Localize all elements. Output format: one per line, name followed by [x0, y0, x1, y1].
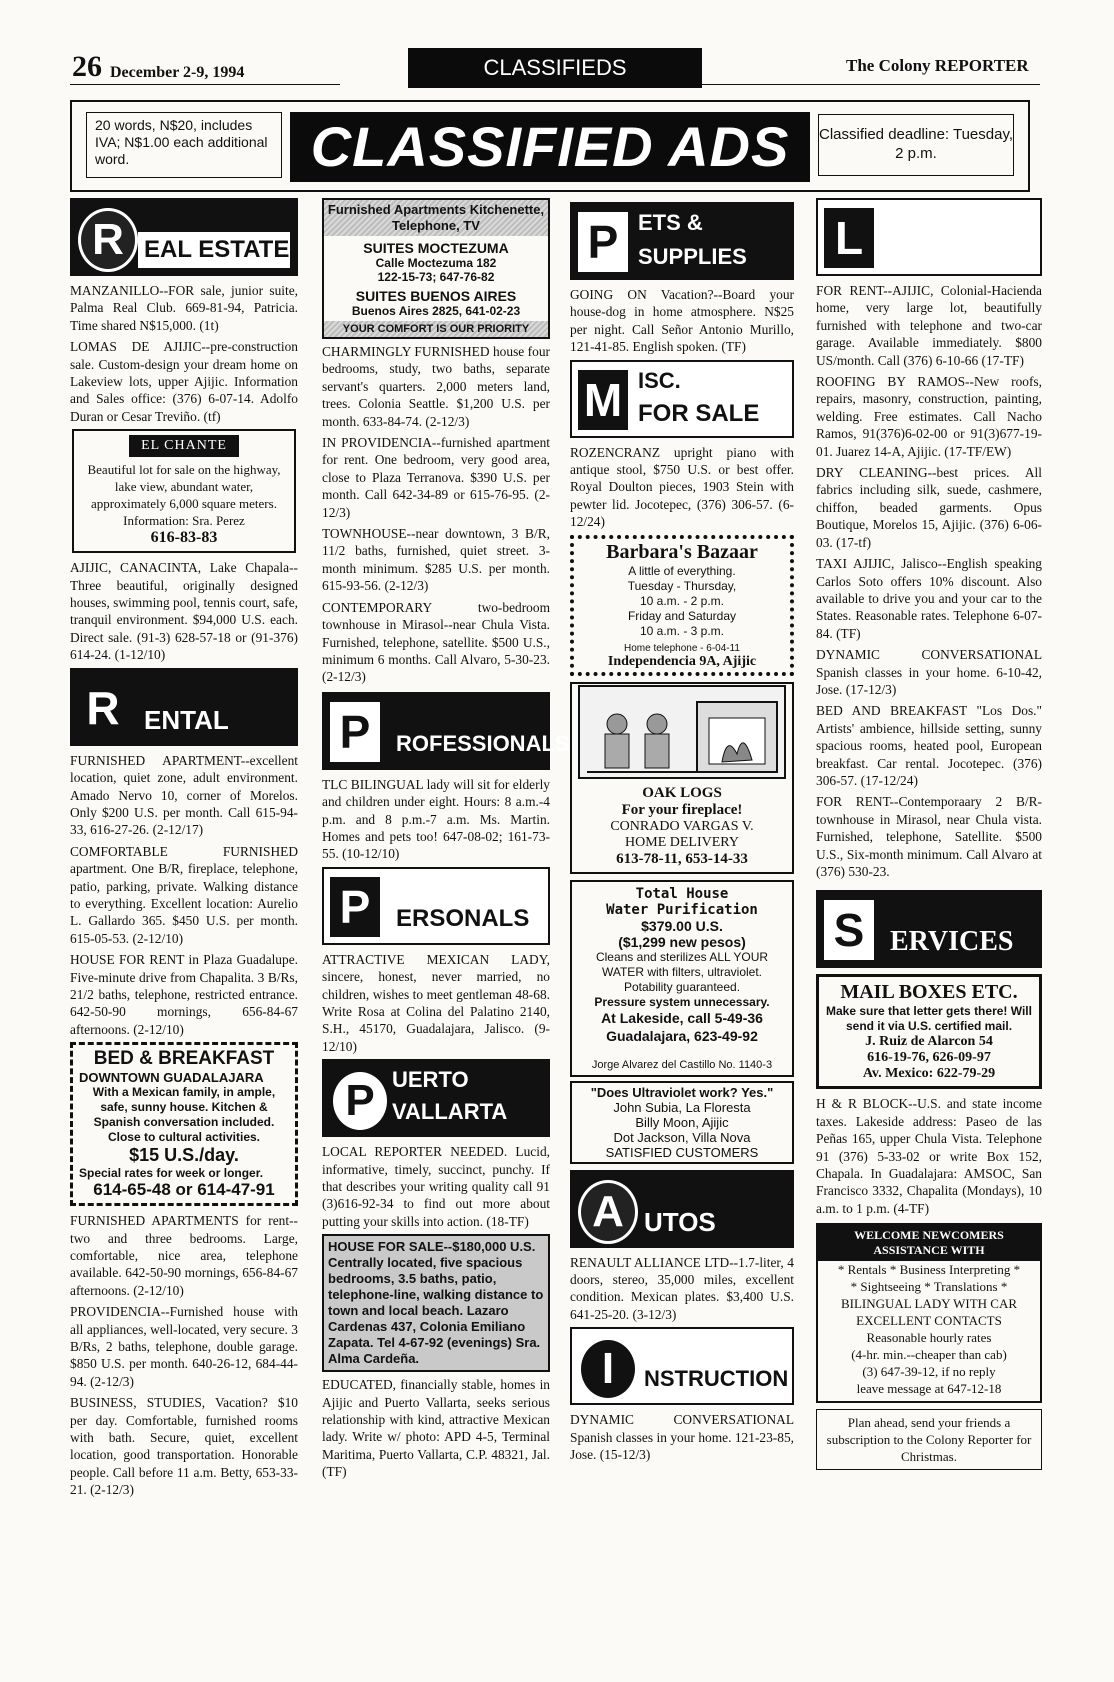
bazaar-line: Friday and Saturday	[627, 608, 737, 623]
autos-header	[570, 1170, 794, 1248]
header-text: ERVICES	[884, 924, 1034, 960]
column-2	[322, 198, 570, 1485]
classified-ad: CONTEMPORARY two-bedroom townhouse in Mirasol--near Chula Vista. Furnished, telephone, satellite. $500 U.S., minimum 6 months. Call Alvaro, 5-30-23. (2-12/3)	[322, 599, 550, 685]
classified-ad: RENAULT ALLIANCE LTD--1.7-liter, 4 doors, stereo, 35,000 miles, excellent condition. Mexican plates. $3,400 U.S. 641-25-20. (3-12/3)	[570, 1254, 794, 1322]
header-initial: R	[78, 678, 128, 738]
oak-logs-line: HOME DELIVERY	[625, 834, 739, 850]
header-text: EAL ESTATE	[138, 232, 290, 268]
water-pesos: ($1,299 new pesos)	[618, 933, 746, 950]
classified-ad: TAXI AJIJIC, Jalisco--English speaking Carlos Soto offers 10% discount. Also available to drive you and your car to the States. Reasonable rates. Telephone 6-07-84. (TF)	[816, 556, 1042, 641]
bazaar-phone: Home telephone - 6-04-11	[624, 642, 740, 654]
water-call: At Lakeside, call 5-49-36 Guadalajara, 623-49-92	[601, 1009, 763, 1044]
header-initial: I	[578, 1337, 638, 1401]
deadline-box: Classified deadline: Tuesday, 2 p.m.	[818, 114, 1014, 176]
professionals-header	[322, 692, 570, 770]
header-initial: P	[330, 1069, 390, 1133]
instruction-header	[570, 1327, 794, 1405]
bnb-body: With a Mexican family, in ample, safe, sunny house. Kitchen & Spanish conversation included. Close to cultural activities.	[92, 1085, 276, 1145]
real-estate-header	[70, 198, 298, 276]
uv-testimonial-ad	[570, 1081, 794, 1164]
mail-boxes-title: MAIL BOXES ETC.	[840, 981, 1018, 1004]
bazaar-address: Independencia 9A, Ajijic	[607, 653, 757, 669]
welcome-newcomers-ad	[816, 1223, 1042, 1403]
barbaras-bazaar-ad	[570, 535, 794, 676]
bazaar-line: 10 a.m. - 3 p.m.	[639, 623, 725, 638]
water-title: Total House	[635, 885, 729, 902]
header-text-1: ETS &	[638, 210, 703, 235]
header-initial: P	[330, 877, 380, 937]
classified-ad: LOMAS DE AJIJIC--pre-construction sale. Custom-design your dream home on Lakeview lots, upper Ajijic. Information and Sales office: (376) 6-07-14. Adolfo Duran or Cesar Treviño. (tf)	[70, 339, 298, 424]
welcome-line: * Sightseeing * Translations *	[850, 1279, 1008, 1295]
el-chante-title: EL CHANTE	[129, 435, 239, 457]
bnb-title: BED & BREAKFAST	[93, 1048, 275, 1070]
classified-ad: H & R BLOCK--U.S. and state income taxes. Lakeside address: Paseo de las Peñas 165, upper Chula Vista. Telephone 91 (376) 5-33-02 or write Box 152, Chapala. In Guadalajara: AMSOC, San Francisco 3332, Chapalita (Mondays), 10 a.m. to 1 p.m. (4-TF)	[816, 1096, 1042, 1216]
welcome-line: * Rentals * Business Interpreting *	[837, 1262, 1021, 1278]
water-title: Water Purification	[606, 901, 758, 918]
classified-ad: PROVIDENCIA--Furnished house with all appliances, well-located, very secure. 3 B/Rs, 2 baths, telephone, double garage. $850 U.S. per month. 640-26-12, 684-44-94. (2-12/3)	[70, 1304, 298, 1389]
paper-name: The Colony REPORTER	[846, 56, 1029, 75]
suites-name-1: SUITES MOCTEZUMA	[363, 240, 509, 256]
uv-question: "Does Ultraviolet work? Yes."	[590, 1084, 774, 1100]
header-text: ENTAL	[138, 702, 290, 738]
bazaar-line: Tuesday - Thursday,	[627, 578, 737, 593]
fireplace-illustration	[577, 684, 787, 780]
rental-header	[70, 668, 298, 746]
misc-header	[570, 360, 794, 438]
classified-ad: FURNISHED APARTMENT--excellent location, quiet zone, adult environment. Amado Nervo 10, corner of Morelos. Only $200 U.S. per month. Call 615-94-33, 616-27-26. (2-12/17)	[70, 752, 298, 838]
mail-boxes-body: Make sure that letter gets there! Will send it via U.S. certified mail.	[826, 1004, 1032, 1034]
subscription-ad: Plan ahead, send your friends a subscription to the Colony Reporter for Christmas.	[816, 1409, 1042, 1470]
classified-ad: FOR RENT--AJIJIC, Colonial-Hacienda home, very large lot, beautifully furnished with telephone and two-car garage. Available immediately. $800 US/month. Call (376) 6-10-66 (17-TF)	[816, 283, 1042, 368]
header-text-2: VALLARTA	[392, 1099, 508, 1125]
el-chante-phone: 616-83-83	[150, 529, 218, 547]
welcome-line: Reasonable hourly rates	[866, 1330, 992, 1346]
bazaar-line: 10 a.m. - 2 p.m.	[639, 593, 725, 608]
classified-ad: BUSINESS, STUDIES, Vacation? $10 per day. Comfortable, furnished rooms with bath. Secure, quiet, excellent location, good transportation. Honorable people. Call before 11 a.m. Betty, 653-33-21. (2-12/3)	[70, 1395, 298, 1498]
page-number: 26	[72, 50, 102, 83]
water-address: Jorge Alvarez del Castillo No. 1140-3	[591, 1058, 773, 1071]
column-4	[816, 198, 1042, 1470]
rate-box: 20 words, N$20, includes IVA; N$1.00 each additional word.	[86, 112, 282, 178]
header-text: ROFESSIONALS	[390, 726, 542, 762]
bazaar-line: A little of everything.	[628, 563, 736, 578]
personals-header	[322, 867, 550, 945]
header-initial: L	[824, 208, 874, 268]
welcome-title: WELCOME NEWCOMERS ASSISTANCE WITH	[818, 1225, 1040, 1261]
header-initial: P	[578, 212, 628, 272]
header-text-2: CHAPALA	[908, 238, 1034, 268]
header-text: ERSONALS	[390, 901, 542, 937]
welcome-line: leave message at 647-12-18	[856, 1381, 1002, 1397]
header-rule-right	[700, 84, 1040, 85]
suites-name-2: SUITES BUENOS AIRES	[355, 288, 517, 304]
classified-ad: DRY CLEANING--best prices. All fabrics including silk, suede, cashmere, chiffon, beaded garments. Opus Boutique, Morelos 15, Ajijic. (376) 6-06-03. (17-tf)	[816, 465, 1042, 550]
oak-logs-title: OAK LOGS	[642, 784, 722, 801]
classified-ad: MANZANILLO--FOR sale, junior suite, Palma Real Club. 669-81-94, Patricia. Time shared N$15,000. (1t)	[70, 283, 298, 333]
classified-ad: DYNAMIC CONVERSATIONAL Spanish classes in your home. 6-10-42, Jose. (17-12/3)	[816, 647, 1042, 697]
header-initial: R	[78, 208, 138, 272]
water-body: Cleans and sterilizes ALL YOUR WATER with filters, ultraviolet. Potability guaranteed.	[595, 949, 769, 994]
header-text-1: AKE	[884, 206, 931, 231]
services-header	[816, 890, 1042, 968]
el-chante-ad	[72, 429, 296, 553]
header-text: UTOS	[638, 1204, 786, 1240]
column-1	[70, 198, 298, 1503]
classified-ad: CHARMINGLY FURNISHED house four bedrooms, study, two baths, separate servant's quarters. 2,000 meters land, trees. Colonia Seattle. $1,200 U.S. per month. 633-84-74. (2-12/3)	[322, 344, 550, 429]
classified-ad: EDUCATED, financially stable, homes in Ajijic and Puerto Vallarta, seeks serious relationship with kind, attractive Mexican lady. Write w/ photo: APD 4-5, Terminal Maritima, Puerto Vallarta, C.P. 48321, Jal. (TF)	[322, 1377, 550, 1480]
classified-ad: FOR RENT--Contemporaary 2 B/R-townhouse in Mirasol, near Chula vista. Furnished, telephone, Satellite. $500 U.S., Six-month minimum. Call Alvaro at (376) 530-23.	[816, 794, 1042, 879]
bnb-sub: DOWNTOWN GUADALAJARA	[79, 1070, 264, 1086]
classified-ad: ROZENCRANZ upright piano with antique stool, $750 U.S. or best offer. Royal Doulton pieces, 1903 Stein with pewter lid. Jocotepec, (376) 306-57. (6-12/24)	[570, 444, 794, 530]
uv-name: Billy Moon, Ajijic	[635, 1114, 729, 1130]
bnb-special: Special rates for week or longer.	[79, 1166, 264, 1181]
column-3	[570, 198, 794, 1468]
water-purification-ad	[570, 880, 794, 1077]
suites-footer: YOUR COMFORT IS OUR PRIORITY	[324, 321, 548, 337]
classified-ad: AJIJIC, CANACINTA, Lake Chapala--Three beautiful, originally designed houses, swimming pool, tennis court, safe, tranquil environment. $94,000 U.S. each. Direct sale. (91-3) 628-57-18 or (91-376) 614-24. (1-12/10)	[70, 560, 298, 663]
header-initial: A	[578, 1180, 638, 1244]
classified-ad: GOING ON Vacation?--Board your house-dog in home atmosphere. N$25 per night. Call Señor Antonio Murillo, 121-41-85. English spoken. (TF)	[570, 287, 794, 355]
classified-ad: DYNAMIC CONVERSATIONAL Spanish classes in your home. 121-23-85, Jose. (15-12/3)	[570, 1412, 794, 1463]
classified-ad: ATTRACTIVE MEXICAN LADY, sincere, honest, never married, no children, wishes to meet gentleman 48-68. Write Rosa at Colina del Palatino 2140, S.H., 45170, Guadalajara, Jalisco. (9-12/10)	[322, 951, 550, 1054]
bnb-ad	[70, 1042, 298, 1206]
bazaar-title: Barbara's Bazaar	[606, 540, 758, 563]
suites-addr-1: Calle Moctezuma 182	[375, 256, 497, 270]
classified-ad: LOCAL REPORTER NEEDED. Lucid, informative, timely, succinct, punchy. If that describes your writing quality call 91 (3)616-92-34 to find out more about putting your skills into action. (18-TF)	[322, 1144, 550, 1229]
classified-ad: ROOFING BY RAMOS--New roofs, repairs, masonry, construction, painting, welding. Free estimates. Call Nacho Ramos, 91(376)6-02-00 or 91(3)677-19-01. Juarez 14-A, Ajijic. (17-TF/EW)	[816, 374, 1042, 459]
suites-ad	[322, 198, 550, 339]
header-text-1: ISC.	[638, 367, 681, 393]
classified-ad: TOWNHOUSE--near downtown, 3 B/R, 11/2 baths, furnished, quiet street. 3-month minimum. $285 U.S. per month. 615-93-56. (2-12/3)	[322, 526, 550, 594]
uv-name: Dot Jackson, Villa Nova	[613, 1129, 751, 1145]
classified-ad: COMFORTABLE FURNISHED apartment. One B/R, fireplace, telephone, patio, parking, private. Walking distance to everything. Excellent location: Aurelio L. Gallardo 365. $450 U.S. per month. 615-05-53. (2-12/10)	[70, 843, 298, 946]
issue-date: December 2-9, 1994	[110, 64, 245, 81]
mail-boxes-address: J. Ruiz de Alarcon 54	[865, 1034, 993, 1050]
header-text: NSTRUCTION	[638, 1361, 786, 1397]
el-chante-body: Beautiful lot for sale on the highway, lake view, abundant water, approximately 6,000 square meters. Information: Sra. Perez	[87, 462, 281, 529]
water-pressure: Pressure system unnecessary.	[594, 994, 770, 1009]
oak-logs-phone: 613-78-11, 653-14-33	[616, 850, 748, 867]
suites-addr-2: Buenos Aires 2825, 641-02-23	[351, 304, 521, 318]
oak-logs-line: For your fireplace!	[621, 801, 743, 818]
header-initial: S	[824, 900, 874, 960]
classified-title: CLASSIFIED ADS	[290, 112, 810, 182]
house-for-sale-ad: HOUSE FOR SALE--$180,000 U.S. Centrally located, five spacious bedrooms, 3.5 baths, patio, telephone-line, walking distance to town and local beach. Lazaro Cardenas 437, Colonia Emiliano Zapata. Tel 4-67-92 (evenings) Sra. Alma Cardeña.	[322, 1234, 550, 1372]
header-initial: M	[578, 370, 628, 430]
uv-name: John Subia, La Floresta	[613, 1099, 751, 1115]
mail-boxes-ad	[816, 974, 1042, 1089]
header-text-2: SUPPLIES	[638, 244, 747, 269]
welcome-line: (3) 647-39-12, if no reply	[862, 1364, 996, 1380]
header-text-1: UERTO	[392, 1067, 469, 1093]
puerto-vallarta-header	[322, 1059, 550, 1137]
header-initial: P	[330, 702, 380, 762]
mail-boxes-av: Av. Mexico: 622-79-29	[862, 1066, 996, 1082]
suites-phone-1: 122-15-73; 647-76-82	[377, 270, 495, 284]
bnb-price: $15 U.S./day.	[129, 1145, 239, 1166]
header-text-2: FOR SALE	[638, 399, 760, 427]
classified-ad: HOUSE FOR RENT in Plaza Guadalupe. Five-minute drive from Chapalita. 3 B/Rs, 21/2 baths, telephone, restricted entrance. 642-50-90 mornings, 656-84-67 afternoons. (2-12/10)	[70, 952, 298, 1037]
header-rule-left	[70, 84, 340, 85]
water-price: $379.00 U.S.	[641, 917, 723, 934]
classified-ad: TLC BILINGUAL lady will sit for elderly and children under eight. Hours: 8 a.m.-4 p.m. and 8 p.m.-7 a.m. Ms. Martin. Homes and pets too! 647-08-02; 161-73-55. (10-12/10)	[322, 776, 550, 862]
pets-header	[570, 202, 794, 280]
welcome-line: EXCELLENT CONTACTS	[856, 1313, 1002, 1329]
bnb-phones: 614-65-48 or 614-47-91	[93, 1180, 275, 1200]
oak-logs-line: CONRADO VARGAS V.	[610, 818, 754, 834]
uv-footer: SATISFIED CUSTOMERS	[605, 1144, 759, 1160]
lake-chapala-header	[816, 198, 1042, 276]
section-title: CLASSIFIEDS	[408, 48, 702, 88]
mail-boxes-phones: 616-19-76, 626-09-97	[867, 1050, 991, 1066]
classified-ad: BED AND BREAKFAST "Los Dos." Artists' ambience, hillside setting, sunny spacious rooms, heated pool, European breakfast. Car rental. Jocotepec. (376) 306-57. (17-12/24)	[816, 703, 1042, 788]
oak-logs-ad	[570, 682, 794, 874]
suites-top: Furnished Apartments Kitchenette, Telephone, TV	[324, 200, 548, 236]
classified-ad: FURNISHED APARTMENTS for rent--two and three bedrooms. Large, comfortable, nice area, telephone available. 642-50-90 mornings, 656-84-67 afternoons. (2-12/10)	[70, 1213, 298, 1298]
classified-ad: IN PROVIDENCIA--furnished apartment for rent. One bedroom, very good area, close to Plaza Terranova. $390 U.S. per month. Call 642-34-89 or 615-76-95. (2-12/3)	[322, 435, 550, 520]
welcome-line: BILINGUAL LADY WITH CAR	[840, 1296, 1018, 1312]
welcome-line: (4-hr. min.--cheaper than cab)	[851, 1347, 1007, 1363]
